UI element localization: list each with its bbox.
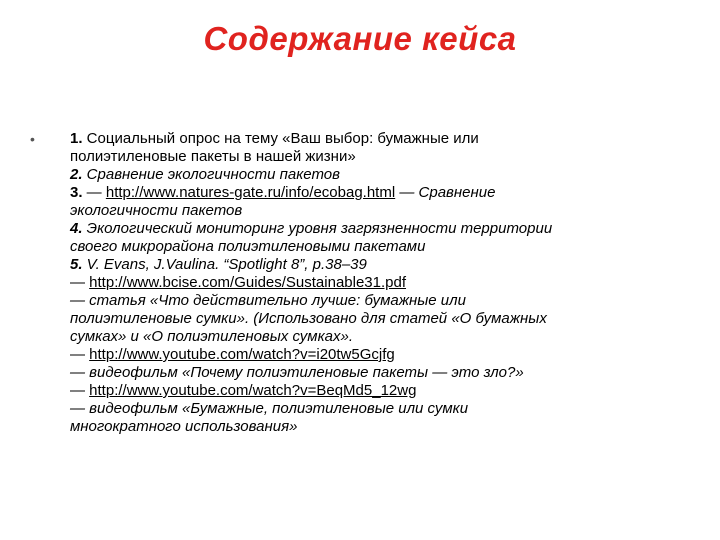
item-5-line-1 <box>70 256 670 274</box>
item-5-dash-1: — <box>70 274 90 291</box>
item-5-text: V. Evans, J.Vaulina. “Spotlight 8”, p.38–39 <box>82 256 367 273</box>
youtube-link-2[interactable]: http://www.youtube.com/watch?v=BeqMd5_12wg <box>89 382 417 399</box>
content-list <box>30 130 670 436</box>
bcise-link[interactable]: http://www.bcise.com/Guides/Sustainable31.pdf <box>89 274 407 291</box>
ecobag-link[interactable]: http://www.natures-gate.ru/info/ecobag.html <box>105 184 396 201</box>
item-4-line-1 <box>70 220 670 238</box>
item-1-line-2: полиэтиленовые пакеты в нашей жизни» <box>70 148 356 165</box>
item-4-line-2: своего микрорайона полиэтиленовыми пакетами <box>70 238 426 255</box>
item-5-line-3: — статья «Что действительно лучше: бумажные или <box>70 292 466 309</box>
item-5-line-4: полиэтиленовые сумки». (Использовано для статей «О бумажных <box>70 310 547 327</box>
bullet-icon: • <box>30 131 35 147</box>
item-5-line-2 <box>70 274 670 292</box>
item-1-number: 1. <box>70 130 83 147</box>
item-4-number: 4. <box>70 220 83 237</box>
item-2-text: Сравнение экологичности пакетов <box>82 166 340 183</box>
item-2-line <box>70 166 670 184</box>
bullet-item <box>70 130 670 436</box>
item-3-number: 3. <box>70 184 83 201</box>
slide-title: Содержание кейса <box>203 20 517 57</box>
item-5-dash-2: — <box>70 346 90 363</box>
item-3-after: — Сравнение <box>395 184 496 201</box>
item-3-line-2: экологичности пакетов <box>70 202 243 219</box>
item-5-line-10: многократного использования» <box>70 418 298 435</box>
youtube-link-1[interactable]: http://www.youtube.com/watch?v=i20tw5Gcjfg <box>89 346 395 363</box>
item-3-line-1 <box>70 184 670 202</box>
item-5-number: 5. <box>70 256 83 273</box>
item-2-number: 2. <box>70 166 83 183</box>
item-5-line-9: — видеофильм «Бумажные, полиэтиленовые или сумки <box>70 400 469 417</box>
item-5-line-7: — видеофильм «Почему полиэтиленовые пакеты — это зло?» <box>70 364 524 381</box>
item-4-text: Экологический мониторинг уровня загрязненности территории <box>82 220 553 237</box>
item-5-line-5: сумках» и «О полиэтиленовых сумках». <box>70 328 354 345</box>
item-5-line-6 <box>70 346 670 364</box>
item-3-dash: — <box>82 184 106 201</box>
item-5-line-8 <box>70 382 670 400</box>
item-1-text: Социальный опрос на тему «Ваш выбор: бумажные или <box>82 130 479 147</box>
item-1-line-1 <box>70 130 670 148</box>
item-5-dash-3: — <box>70 382 90 399</box>
